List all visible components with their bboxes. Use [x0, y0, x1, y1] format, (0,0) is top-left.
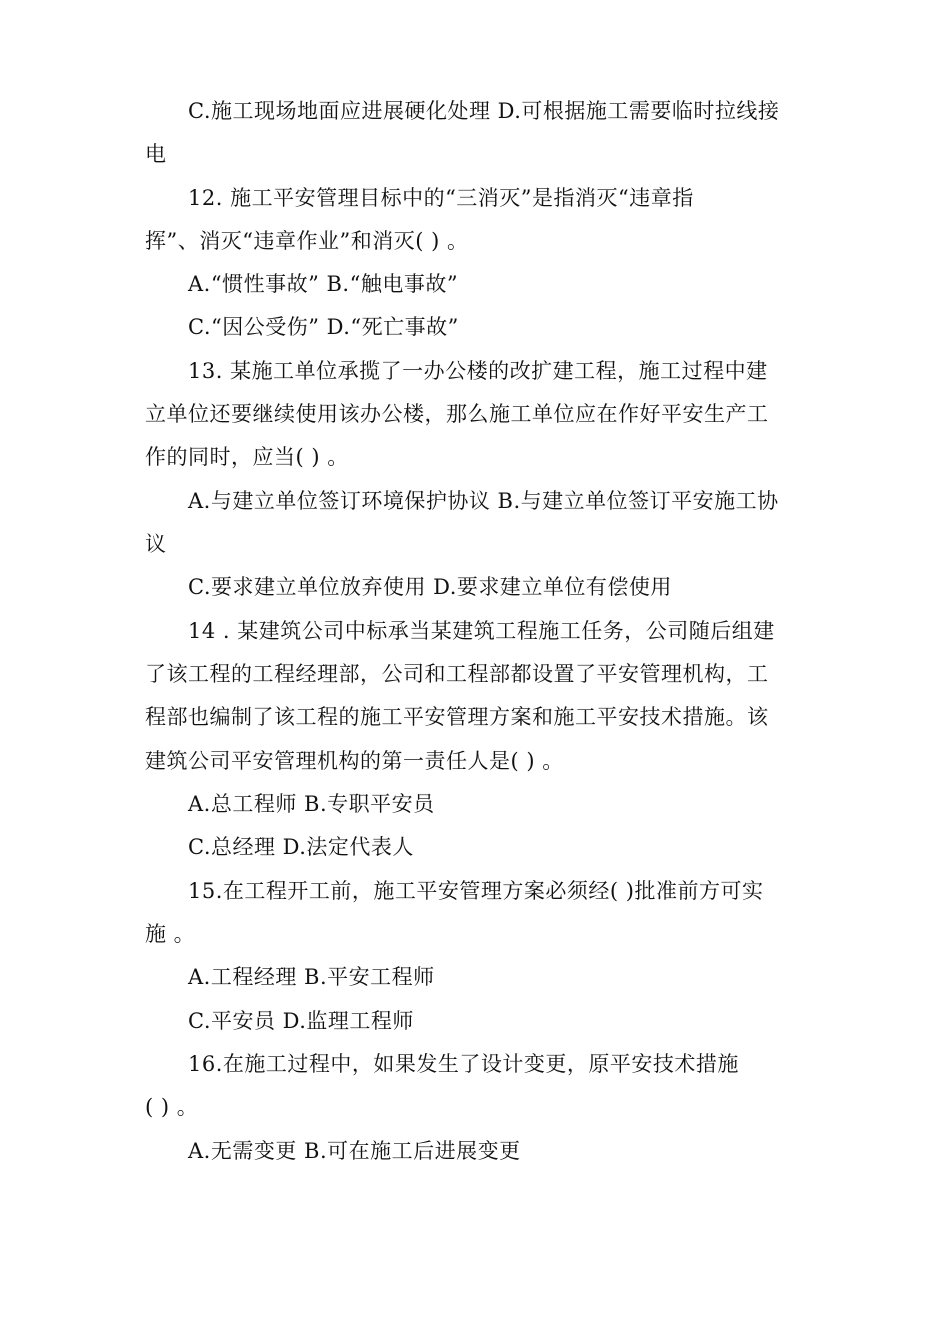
text-line-q15-stem-cont: 施 。: [145, 922, 196, 946]
text-line-q14-stem-cont-3: 建筑公司平安管理机构的第一责任人是( ) 。: [145, 749, 564, 773]
text-line-q11-option-cd-cont: 电: [145, 142, 167, 166]
text-line-q16-option-ab: A.无需变更 B.可在施工后进展变更: [188, 1139, 521, 1163]
text-line-q11-option-cd: C.施工现场地面应进展硬化处理 D.可根据施工需要临时拉线接: [188, 99, 780, 123]
text-line-q12-stem-cont: 挥”、消灭“违章作业”和消灭( ) 。: [145, 229, 469, 253]
text-line-q12-stem: 12. 施工平安管理目标中的“三消灭”是指消灭“违章指: [188, 186, 694, 210]
text-line-q12-option-ab: A.“惯性事故” B.“触电事故”: [188, 272, 459, 296]
text-line-q13-stem-cont-1: 立单位还要继续使用该办公楼，那么施工单位应在作好平安生产工: [145, 402, 769, 426]
text-line-q14-stem-cont-2: 程部也编制了该工程的施工平安管理方案和施工平安技术措施。该: [145, 705, 769, 729]
text-line-q15-option-ab: A.工程经理 B.平安工程师: [188, 965, 435, 989]
text-line-q16-stem-cont: ( ) 。: [145, 1095, 199, 1119]
text-line-q13-stem: 13. 某施工单位承揽了一办公楼的改扩建工程，施工过程中建: [188, 359, 768, 383]
text-line-q15-option-cd: C.平安员 D.监理工程师: [188, 1009, 414, 1033]
text-line-q13-option-ab: A.与建立单位签订环境保护协议 B.与建立单位签订平安施工协: [188, 489, 779, 513]
text-line-q15-stem: 15.在工程开工前，施工平安管理方案必须经( )批准前方可实: [188, 879, 764, 903]
text-line-q14-stem: 14 . 某建筑公司中标承当某建筑工程施工任务，公司随后组建: [188, 619, 775, 643]
text-line-q13-option-ab-cont: 议: [145, 532, 167, 556]
text-line-q14-option-cd: C.总经理 D.法定代表人: [188, 835, 414, 859]
text-line-q14-stem-cont-1: 了该工程的工程经理部，公司和工程部都设置了平安管理机构，工: [145, 662, 769, 686]
text-line-q12-option-cd: C.“因公受伤” D.“死亡事故”: [188, 315, 459, 339]
text-line-q14-option-ab: A.总工程师 B.专职平安员: [188, 792, 435, 816]
text-line-q13-stem-cont-2: 作的同时，应当( ) 。: [145, 445, 349, 469]
text-line-q16-stem: 16.在施工过程中，如果发生了设计变更，原平安技术措施: [188, 1052, 739, 1076]
text-line-q13-option-cd: C.要求建立单位放弃使用 D.要求建立单位有偿使用: [188, 575, 672, 599]
